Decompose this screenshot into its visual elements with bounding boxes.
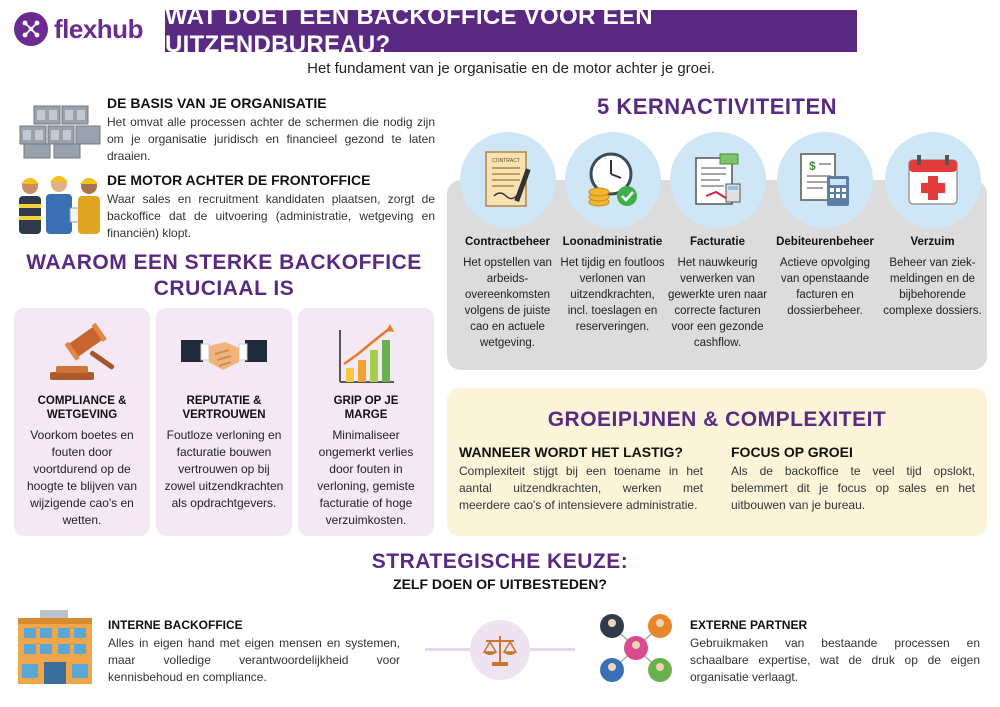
workers-icon	[14, 168, 104, 236]
growth-panel	[447, 388, 987, 536]
divider-line	[530, 648, 575, 651]
card-title: REPUTATIE &	[186, 395, 262, 407]
brand-logo	[14, 12, 143, 46]
activity-text: Het tijdig en foutloos verlonen van uitzendkrachten, incl. toeslagen en reserveringen.	[560, 257, 665, 333]
card-title: GRIP OP JE	[333, 395, 399, 407]
activity-title: Loonadministratie	[562, 236, 663, 248]
activity-item	[770, 132, 880, 319]
growth-right-title: FOCUS OP GROEI	[731, 444, 853, 460]
scale-icon	[470, 620, 530, 680]
card-text: Foutloze verloning en facturatie bouwen vertrouwen op bij zowel uitzendkrachten als opdrachtgevers.	[164, 428, 284, 510]
card-text: Minimaliseer ongemerkt verlies door fouten in verloning, gemiste facturatie of hoge verzuimkosten.	[317, 428, 415, 527]
activity-title: Debiteurenbeheer	[776, 236, 874, 248]
card-title: COMPLIANCE &	[37, 395, 127, 407]
activity-title: Contractbeheer	[465, 236, 550, 248]
gavel-icon	[14, 322, 150, 386]
why-title-line2: CRUCIAAL IS	[153, 277, 295, 300]
card-title-line2: WETGEVING	[46, 409, 118, 421]
calendar-medical-icon	[885, 132, 981, 228]
intro-text: Het omvat alle processen achter de schermen die nodig zijn om je organisatie juridisch en financieel gezond te laten draaien.	[107, 115, 435, 163]
invoice-icon	[670, 132, 766, 228]
contract-icon	[460, 132, 556, 228]
activities-title: 5 KERNACTIVITEITEN	[596, 94, 838, 119]
intro-title: DE BASIS VAN JE ORGANISATIE	[107, 95, 327, 111]
brand-name: flexhub	[54, 13, 143, 44]
activity-title: Facturatie	[690, 236, 745, 248]
divider-line	[425, 648, 470, 651]
svg-text:$: $	[809, 159, 816, 173]
activity-item	[455, 132, 560, 351]
team-network-icon	[596, 612, 676, 684]
activity-item	[560, 132, 665, 335]
card-title-line2: MARGE	[344, 409, 388, 421]
growth-left-text: Complexiteit stijgt bij een toename in het aantal uitzendkrachten, werken met meerdere cao's of intensievere administratie.	[459, 464, 703, 512]
bricks-icon	[14, 92, 104, 160]
why-card	[14, 308, 150, 536]
why-title: WAAROM EEN STERKE BACKOFFICE	[26, 251, 422, 274]
handshake-icon	[156, 322, 292, 386]
clock-coins-icon	[565, 132, 661, 228]
growth-right-text: Als de backoffice te veel tijd opslokt, belemmert dit je focus op sales en het uitbouwen van je bureau.	[731, 464, 975, 512]
activity-text: Het opstellen van arbeids-overeenkomsten volgens de juiste cao en actuele wetgeving.	[463, 257, 552, 349]
calculator-icon	[777, 132, 873, 228]
activity-text: Actieve opvolging van openstaande facturen en dossierbeheer.	[779, 257, 871, 317]
card-text: Voorkom boetes en fouten door voortdurend op de hoogte te blijven van wijzigende cao's en wetten.	[26, 428, 138, 527]
why-card	[298, 308, 434, 536]
activity-item	[880, 132, 985, 319]
office-building-icon	[14, 610, 100, 684]
why-card	[156, 308, 292, 536]
internal-title: INTERNE BACKOFFICE	[108, 618, 243, 632]
activity-item	[665, 132, 770, 351]
activity-text: Beheer van ziek-meldingen en de bijbehorende complexe dossiers.	[883, 257, 982, 317]
external-text: Gebruikmaken van bestaande processen en schaalbare expertise, wat de druk op de eigen organisatie verlaagt.	[690, 636, 980, 684]
growth-chart-icon	[298, 322, 434, 386]
activity-text: Het nauwkeurig verwerken van gewerkte uren naar correcte facturen voor een gezonde cashflow.	[667, 257, 768, 349]
svg-text:CONTRACT: CONTRACT	[491, 158, 520, 164]
page-title: WAT DOET EEN BACKOFFICE VOOR EEN UITZENDBUREAU?	[165, 10, 857, 52]
card-title-line2: VERTROUWEN	[182, 409, 266, 421]
strategy-title: STRATEGISCHE KEUZE:	[371, 550, 629, 573]
page-subtitle: Het fundament van je organisatie en de motor achter je groei.	[307, 60, 715, 77]
growth-title: GROEIPIJNEN & COMPLEXITEIT	[547, 408, 887, 431]
intro-text: Waar sales en recruitment kandidaten plaatsen, zorgt de backoffice dat de uitvoering (administratie, wetgeving en financiën) klopt.	[107, 192, 435, 240]
network-logo-icon	[14, 12, 48, 46]
external-title: EXTERNE PARTNER	[690, 618, 808, 632]
strategy-subtitle: ZELF DOEN OF UITBESTEDEN?	[393, 576, 607, 592]
activity-title: Verzuim	[910, 236, 955, 248]
growth-left-title: WANNEER WORDT HET LASTIG?	[459, 444, 683, 460]
intro-title: DE MOTOR ACHTER DE FRONTOFFICE	[107, 172, 371, 188]
internal-text: Alles in eigen hand met eigen mensen en systemen, maar volledige verantwoordelijkheid voor kennisbehoud en compliance.	[108, 636, 400, 684]
